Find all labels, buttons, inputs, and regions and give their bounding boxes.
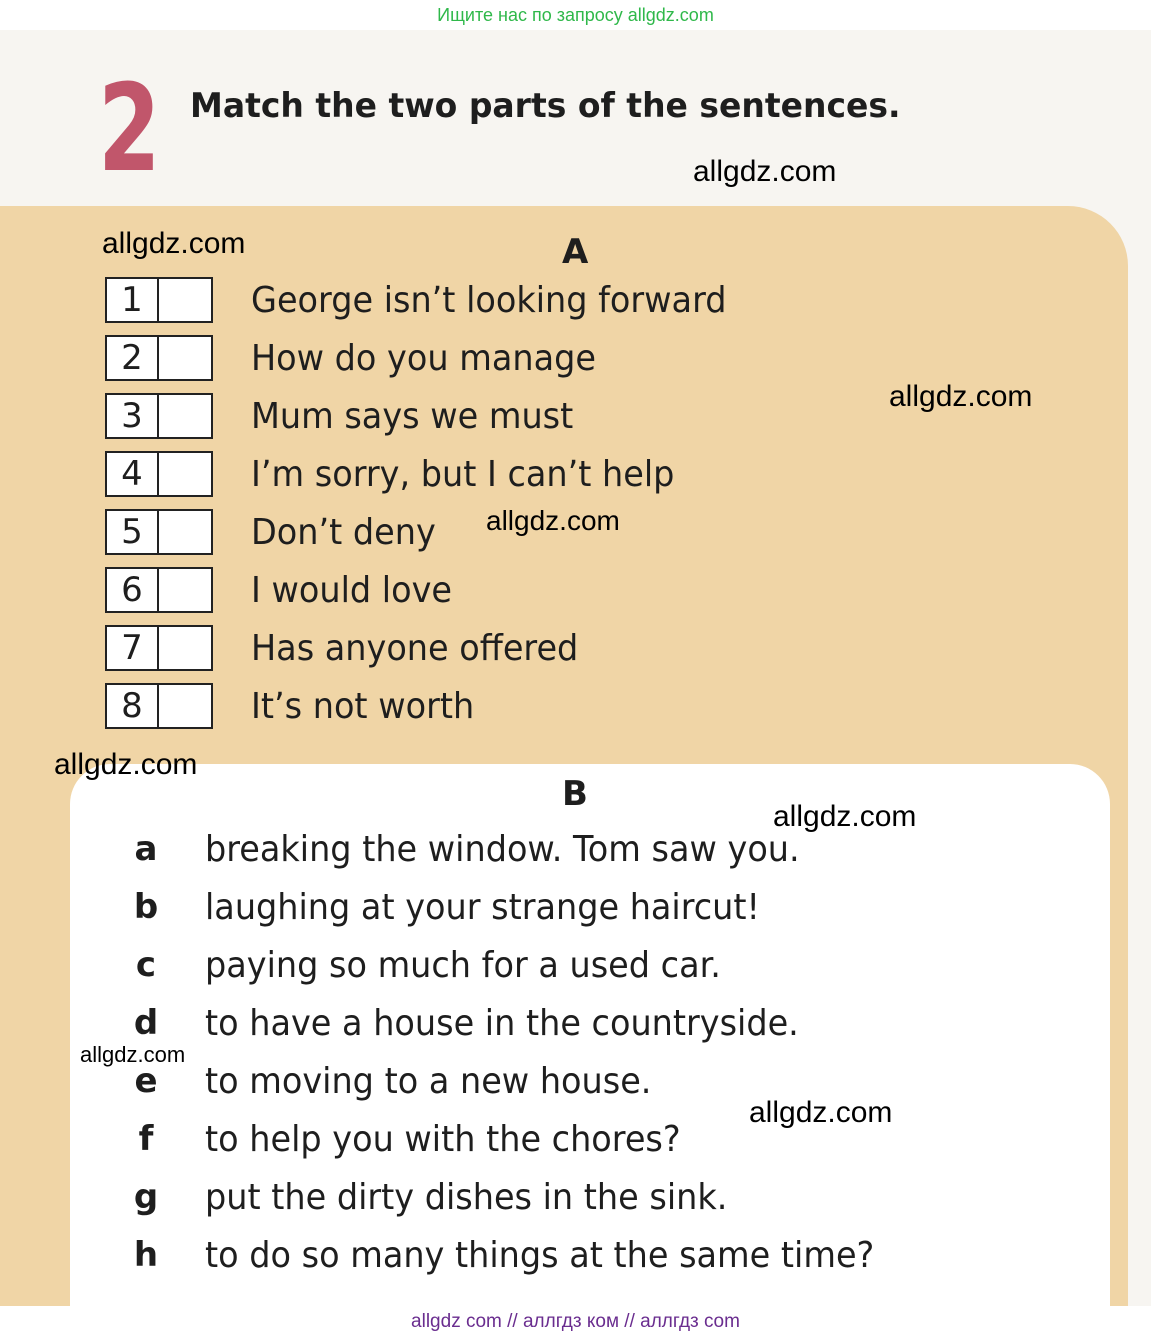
column-a-item [105, 334, 622, 382]
column-a-item [105, 682, 491, 730]
item-text: to moving to a new house. [205, 1060, 652, 1102]
item-number: 4 [105, 451, 159, 497]
column-a-item [105, 566, 467, 614]
item-number: 2 [105, 335, 159, 381]
column-a-item [105, 508, 450, 556]
column-b-item [130, 1056, 685, 1106]
item-number: 7 [105, 625, 159, 671]
watermark: allgdz.com [54, 748, 198, 781]
answer-box[interactable] [159, 451, 213, 497]
column-b-item [130, 1230, 925, 1280]
watermark: allgdz.com [486, 505, 620, 536]
column-b-heading: B [562, 774, 588, 814]
item-letter: h [133, 1235, 159, 1275]
answer-box[interactable] [159, 683, 213, 729]
item-letter: d [133, 1003, 159, 1043]
column-b-item [130, 1114, 716, 1164]
item-text: laughing at your strange haircut! [205, 886, 760, 928]
column-a-item [105, 276, 762, 324]
exercise-instruction: Match the two parts of the sentences. [190, 86, 901, 126]
item-number: 1 [105, 277, 159, 323]
item-text: It’s not worth [251, 685, 475, 727]
item-text: to do so many things at the same time? [205, 1234, 875, 1276]
top-banner: Ищите нас по запросу allgdz.com [437, 5, 714, 25]
column-a-item [105, 624, 603, 672]
answer-box[interactable] [159, 335, 213, 381]
item-text: George isn’t looking forward [251, 279, 727, 321]
item-text: I’m sorry, but I can’t help [251, 453, 675, 495]
answer-box[interactable] [159, 567, 213, 613]
item-number: 5 [105, 509, 159, 555]
item-text: to help you with the chores? [205, 1118, 681, 1160]
column-a-item [105, 450, 706, 498]
answer-box[interactable] [159, 277, 213, 323]
item-letter: b [133, 887, 159, 927]
item-number: 6 [105, 567, 159, 613]
column-b-item [130, 882, 802, 932]
column-b-item [130, 998, 844, 1048]
item-text: How do you manage [251, 337, 596, 379]
answer-box[interactable] [159, 509, 213, 555]
column-a-item [105, 392, 598, 440]
item-text: paying so much for a used car. [205, 944, 721, 986]
item-text: Don’t deny [251, 511, 436, 553]
watermark: allgdz.com [749, 1096, 893, 1129]
answer-box[interactable] [159, 625, 213, 671]
item-text: I would love [251, 569, 452, 611]
item-letter: g [133, 1177, 159, 1217]
item-text: breaking the window. Tom saw you. [205, 828, 800, 870]
item-letter: e [134, 1061, 158, 1101]
textbook-page [0, 30, 1151, 1306]
item-text: to have a house in the countryside. [205, 1002, 799, 1044]
column-b-item [130, 824, 844, 874]
watermark: allgdz.com [693, 155, 837, 188]
answer-box[interactable] [159, 393, 213, 439]
column-b-item [130, 1172, 767, 1222]
item-text: Mum says we must [251, 395, 574, 437]
column-a-heading: A [562, 232, 589, 272]
bottom-banner: allgdz com // аллгдз ком // аллгдз com [0, 1306, 1151, 1337]
item-letter: a [134, 829, 158, 869]
watermark: allgdz.com [889, 380, 1033, 413]
item-letter: c [135, 945, 157, 985]
item-text: put the dirty dishes in the sink. [205, 1176, 728, 1218]
watermark: allgdz.com [773, 800, 917, 833]
item-text: Has anyone offered [251, 627, 579, 669]
watermark: allgdz.com [102, 227, 246, 260]
item-number: 3 [105, 393, 159, 439]
item-number: 8 [105, 683, 159, 729]
watermark: allgdz.com [80, 1042, 186, 1067]
exercise-number: 2 [98, 60, 161, 199]
item-letter: f [138, 1119, 154, 1159]
column-b-item [130, 940, 760, 990]
